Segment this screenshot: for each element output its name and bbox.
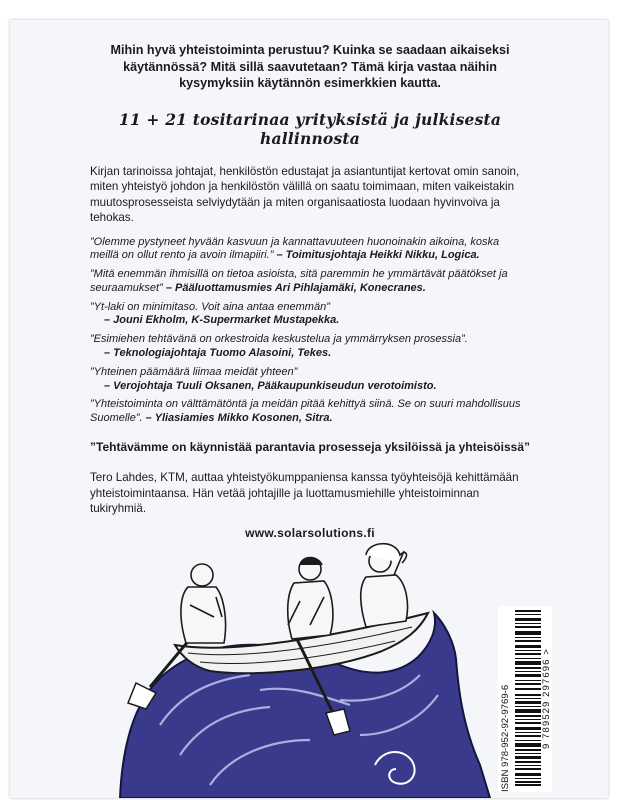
book-back-cover bbox=[10, 20, 608, 798]
isbn-number: ISBN 978-952-92-9769-6 bbox=[500, 684, 511, 792]
quote-attribution: – Jouni Ekholm, K-Supermarket Mustapekka. bbox=[104, 314, 340, 327]
quote-list bbox=[90, 236, 530, 427]
quote-item bbox=[90, 301, 530, 329]
quote-item bbox=[90, 236, 530, 264]
rower-woman bbox=[361, 544, 408, 627]
quote-text: ”Olemme pystyneet hyvään kasvuun ja kannattavuuteen huonoinakin aikoina, koska meillä on ollut rento ja avoin ilmapiiri.” bbox=[90, 235, 500, 262]
quote-item bbox=[90, 333, 530, 361]
tagline: ”Tehtävämme on käynnistää parantavia prosesseja yksilöissä ja yhteisöissä” bbox=[90, 440, 530, 455]
quote-text: ”Yhteinen päämäärä liimaa meidät yhteen” bbox=[90, 365, 298, 378]
cover-text bbox=[90, 42, 530, 540]
quote-text: ”Esimiehen tehtävänä on orkestroida keskustelua ja ymmärryksen prosessia”. bbox=[90, 333, 468, 346]
quote-attribution: – Verojohtaja Tuuli Oksanen, Pääkaupunkiseudun verotoimisto. bbox=[104, 379, 437, 392]
website-link[interactable]: www.solarsolutions.fi bbox=[245, 525, 375, 540]
quote-item bbox=[90, 398, 530, 426]
rower-bald bbox=[181, 564, 226, 643]
quote-text: ”Yt-laki on minimitaso. Voit aina antaa enemmän” bbox=[90, 300, 330, 313]
barcode-bars bbox=[515, 610, 541, 786]
body-paragraph: Kirjan tarinoissa johtajat, henkilöstön edustajat ja asiantuntijat kertovat omin sanoin, miten yhteistyö johdon ja henkilöstön välillä on saatu toimimaan, miten vaikeistakin muutosprosesseista selviydytään ja miten organisaatiosta luodaan hyvinvoiva ja tehokas. bbox=[90, 164, 520, 224]
quote-attribution: – Toimitusjohtaja Heikki Nikku, Logica. bbox=[273, 249, 480, 262]
author-bio: Tero Lahdes, KTM, auttaa yhteistyökumppaniensa kanssa työyhteisöjä kehittämään yhteistoimintaansa. Hän vetää johtajille ja luottamusmiehille yhteistoiminnan tukiryhmiä. bbox=[90, 471, 519, 516]
quote-attribution: – Teknologiajohtaja Tuomo Alasoini, Tekes. bbox=[104, 347, 332, 360]
quote-text: ”Mitä enemmän ihmisillä on tietoa asioista, sitä paremmin he ymmärtävät päätökset ja seuraamukset” bbox=[90, 268, 508, 294]
barcode-digits: 9 789529 297696 > bbox=[541, 648, 552, 750]
quote-attribution: – Yliasiamies Mikko Kosonen, Sitra. bbox=[142, 412, 333, 425]
quote-text: ”Yhteistoiminta on välttämätöntä ja meidän pitää kehittyä siinä. Se on suuri mahdollisuus Suomelle”. bbox=[90, 398, 521, 425]
subtitle: 11 + 21 tositarinaa yrityksistä ja julkisesta hallinnosta bbox=[118, 109, 502, 148]
isbn-barcode bbox=[498, 606, 552, 792]
intro-paragraph: Mihin hyvä yhteistoiminta perustuu? Kuinka se saadaan aikaiseksi käytännössä? Mitä sillä saavutetaan? Tämä kirja vastaa näihin kysymyksiin käytännön esimerkkien kautta. bbox=[110, 43, 510, 90]
rower-middle bbox=[288, 558, 333, 640]
quote-item bbox=[90, 366, 530, 394]
quote-item bbox=[90, 268, 530, 296]
quote-attribution: – Pääluottamusmies Ari Pihlajamäki, Konecranes. bbox=[162, 281, 426, 294]
